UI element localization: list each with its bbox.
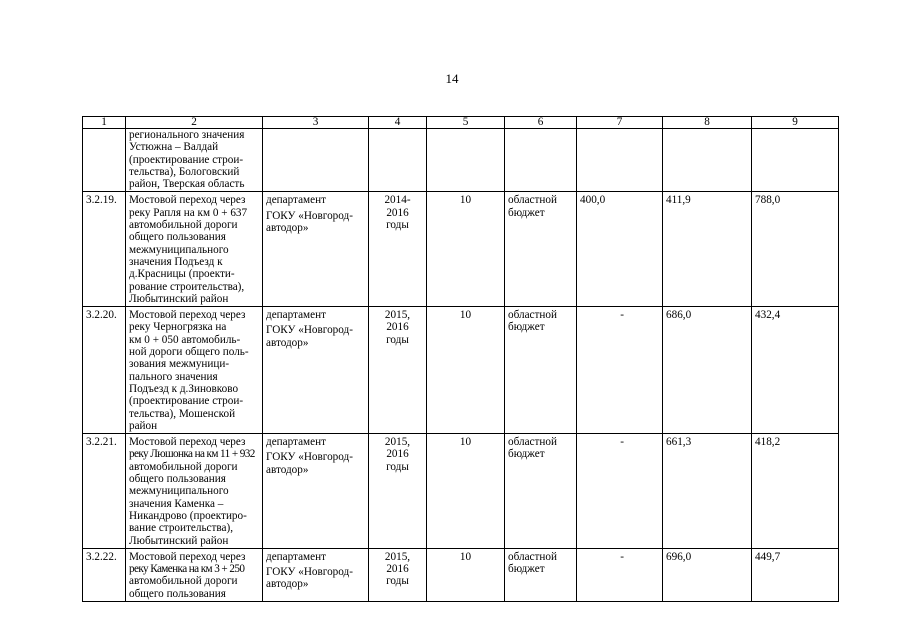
name-line: реку Каменка на км 3 + 250 — [129, 563, 245, 576]
source-cell — [505, 129, 577, 192]
executor-line: департамент — [266, 436, 326, 449]
period-cell — [369, 129, 427, 192]
period-cell — [369, 434, 427, 549]
header-cell: 8 — [663, 117, 752, 129]
name-line: реку Люшонка на км 11 + 932 — [129, 448, 255, 461]
name-line: Мостовой переход через — [129, 309, 246, 322]
name-line: общего пользования — [129, 587, 226, 600]
row-name-cell — [126, 434, 263, 549]
table-row-continuation — [83, 129, 839, 192]
name-line: значения Подъезд к — [129, 255, 223, 268]
header-cell: 7 — [577, 117, 663, 129]
row-number-cell: 3.2.21. — [83, 434, 126, 549]
target-cell: 10 — [427, 307, 505, 434]
name-line: вание строительства), — [129, 522, 234, 535]
target-cell: 10 — [427, 434, 505, 549]
column-number-header-row — [83, 117, 839, 129]
name-line: автомобильной дороги — [129, 460, 238, 473]
name-line: общего пользования — [129, 473, 226, 486]
table-row — [83, 192, 839, 307]
value-cell-8: 661,3 — [663, 434, 752, 549]
value-cell-7: - — [577, 307, 663, 434]
name-line: Мостовой переход через — [129, 550, 246, 563]
name-line: Подъезд к д.Зиновково — [129, 382, 239, 395]
value-cell-9: 449,7 — [752, 548, 839, 601]
period-line: 2015, — [384, 436, 411, 449]
name-line: реку Черногрязка на — [129, 321, 227, 334]
source-line: бюджет — [508, 206, 545, 219]
table-row — [83, 548, 839, 601]
header-cell: 5 — [427, 117, 505, 129]
executor-line: департамент — [266, 550, 326, 563]
name-line: тельства), Мошенской — [129, 407, 236, 420]
name-line: Любытинский район — [129, 292, 229, 305]
row-name-cell — [126, 307, 263, 434]
table-row — [83, 307, 839, 434]
name-line: регионального значения — [129, 129, 245, 141]
period-line: годы — [386, 333, 409, 346]
source-line: областной — [508, 436, 557, 449]
name-line: Любытинский район — [129, 534, 229, 547]
row-name-cell — [126, 192, 263, 307]
executor-line: автодор» — [266, 222, 309, 235]
name-line: реку Рапля на км 0 + 637 — [129, 206, 248, 219]
executor-line: ГОКУ «Новгород- — [266, 451, 353, 464]
executor-cell — [263, 434, 369, 549]
executor-line: ГОКУ «Новгород- — [266, 324, 353, 337]
row-number-cell: 3.2.20. — [83, 307, 126, 434]
period-cell — [369, 192, 427, 307]
value-cell-9: 788,0 — [752, 192, 839, 307]
executor-cell — [263, 548, 369, 601]
period-line: годы — [386, 219, 409, 232]
executor-cell — [263, 307, 369, 434]
name-line: км 0 + 050 автомобиль- — [129, 333, 241, 346]
target-cell: 10 — [427, 548, 505, 601]
executor-cell — [263, 129, 369, 192]
period-line: 2016 — [386, 448, 409, 461]
value-cell-8: 696,0 — [663, 548, 752, 601]
period-line: годы — [386, 575, 409, 588]
row-number-cell — [83, 129, 126, 192]
executor-line: ГОКУ «Новгород- — [266, 209, 353, 222]
name-line: тельства), Бологовский — [129, 165, 240, 178]
row-number-cell: 3.2.22. — [83, 548, 126, 601]
value-cell-9: 418,2 — [752, 434, 839, 549]
source-cell — [505, 307, 577, 434]
name-line: район — [129, 419, 158, 432]
source-cell — [505, 192, 577, 307]
value-cell-7: 400,0 — [577, 192, 663, 307]
target-cell: 10 — [427, 192, 505, 307]
name-line: автомобильной дороги — [129, 575, 238, 588]
row-name-cell — [126, 548, 263, 601]
executor-line: автодор» — [266, 578, 309, 591]
name-line: межмуниципального — [129, 243, 229, 256]
name-line: Мостовой переход через — [129, 194, 246, 207]
name-line: (проектирование строи- — [129, 395, 244, 408]
executor-cell — [263, 192, 369, 307]
value-cell-7: - — [577, 548, 663, 601]
period-line: 2016 — [386, 563, 409, 576]
table-row — [83, 434, 839, 549]
period-line: 2015, — [384, 309, 411, 322]
header-cell: 3 — [263, 117, 369, 129]
value-cell-7: - — [577, 434, 663, 549]
name-line: значения Каменка – — [129, 497, 224, 510]
value-cell-8: 686,0 — [663, 307, 752, 434]
name-line: общего пользования — [129, 231, 226, 244]
name-line: район, Тверская область — [129, 178, 245, 191]
source-cell — [505, 434, 577, 549]
header-cell: 2 — [126, 117, 263, 129]
row-number-cell: 3.2.19. — [83, 192, 126, 307]
period-cell — [369, 307, 427, 434]
period-cell — [369, 548, 427, 601]
executor-line: ГОКУ «Новгород- — [266, 566, 353, 579]
executor-line: автодор» — [266, 336, 309, 349]
name-line: Мостовой переход через — [129, 436, 246, 449]
value-cell-8 — [663, 129, 752, 192]
value-cell-9: 432,4 — [752, 307, 839, 434]
header-cell: 1 — [83, 117, 126, 129]
period-line: 2016 — [386, 206, 409, 219]
header-cell: 6 — [505, 117, 577, 129]
name-line: д.Красницы (проекти- — [129, 268, 235, 281]
name-line: (проектирование строи- — [129, 153, 244, 166]
header-cell: 9 — [752, 117, 839, 129]
page-number: 14 — [445, 71, 459, 86]
executor-line: автодор» — [266, 463, 309, 476]
source-line: бюджет — [508, 563, 545, 576]
name-line: зования межмуници- — [129, 358, 230, 371]
source-line: областной — [508, 550, 557, 563]
target-cell — [427, 129, 505, 192]
name-line: Никандрово (проектиро- — [129, 509, 247, 522]
source-cell — [505, 548, 577, 601]
value-cell-9 — [752, 129, 839, 192]
value-cell-7 — [577, 129, 663, 192]
executor-line: департамент — [266, 309, 326, 322]
period-line: годы — [386, 460, 409, 473]
row-name-cell — [126, 129, 263, 192]
period-line: 2016 — [386, 321, 409, 334]
executor-line: департамент — [266, 194, 326, 207]
name-line: межмуниципального — [129, 485, 229, 498]
source-line: бюджет — [508, 321, 545, 334]
name-line: ной дороги общего поль- — [129, 346, 249, 359]
header-cell: 4 — [369, 117, 427, 129]
name-line: рование строительства), — [129, 280, 245, 293]
source-line: областной — [508, 309, 557, 322]
source-line: бюджет — [508, 448, 545, 461]
period-line: 2015, — [384, 550, 411, 563]
name-line: автомобильной дороги — [129, 219, 238, 232]
name-line: Устюжна – Валдай — [129, 141, 219, 154]
source-line: областной — [508, 194, 557, 207]
period-line: 2014- — [384, 194, 411, 207]
program-table — [82, 116, 839, 602]
name-line: пального значения — [129, 370, 218, 383]
value-cell-8: 411,9 — [663, 192, 752, 307]
